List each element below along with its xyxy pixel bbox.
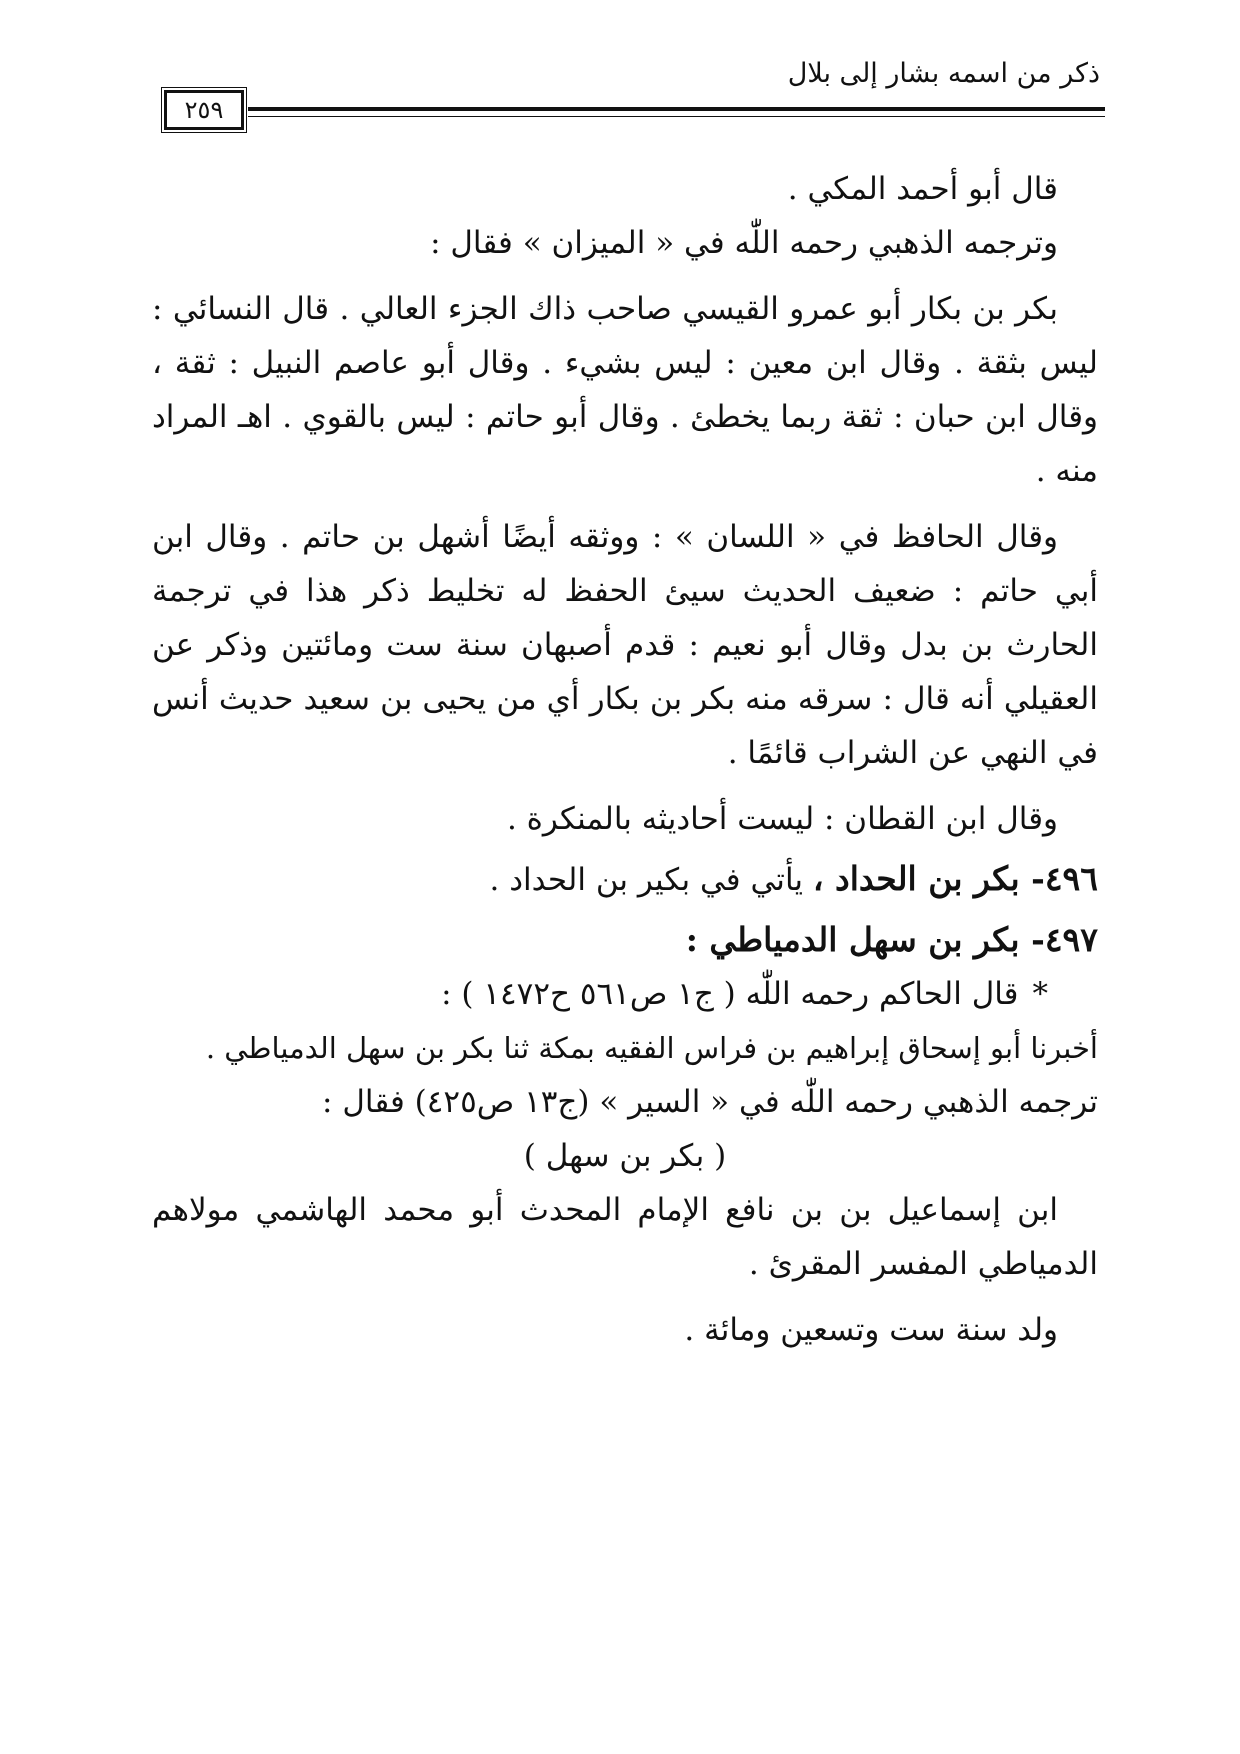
citation-text: قال الحاكم رحمه اللّٰه ( ج١ ص٥٦١ ح١٤٧٢ ) : bbox=[441, 976, 1019, 1012]
paragraph: بكر بن بكار أبو عمرو القيسي صاحب ذاك الجزء العالي . قال النسائي : ليس بثقة . وقال ابن معين : ليس بشيء . وقال أبو عاصم النبيل : ثقة ، وقال ابن حبان : ثقة ربما يخطئ . وقال أبو حاتم : ليس بالقوي . اهـ المراد منه . bbox=[152, 291, 1098, 489]
main-text bbox=[152, 162, 1098, 1357]
paragraph: أخبرنا أبو إسحاق إبراهيم بن فراس الفقيه بمكة ثنا بكر بن سهل الدمياطي . bbox=[205, 1031, 1098, 1065]
citation-line bbox=[152, 967, 1098, 1021]
header-rule-thin bbox=[248, 116, 1105, 117]
entry-496-heading: ٤٩٦- بكر بن الحداد ، bbox=[812, 859, 1098, 898]
page-number: ٢٥٩ bbox=[164, 90, 244, 130]
paragraph: وقال الحافظ في « اللسان » : ووثقه أيضًا أشهل بن حاتم . وقال ابن أبي حاتم : ضعيف الحديث سيئ الحفظ له تخليط ذكر هذا في ترجمة الحارث بن بدل وقال أبو نعيم : قدم أصبهان سنة ست ومائتين وذكر عن العقيلي أنه قال : سرقه منه بكر بن بكار أي من يحيى بن سعيد حديث أنس في النهي عن الشراب قائمًا . bbox=[152, 519, 1098, 771]
entry-496-text: يأتي في بكير بن الحداد . bbox=[489, 862, 813, 898]
paragraph: قال أبو أحمد المكي . bbox=[787, 171, 1058, 207]
entry-497-heading: ٤٩٧- بكر بن سهل الدمياطي : bbox=[685, 920, 1098, 959]
running-header-title: ذكر من اسمه بشار إلى بلال bbox=[787, 58, 1100, 89]
paragraph: وترجمه الذهبي رحمه اللّٰه في « الميزان » فقال : bbox=[430, 225, 1058, 261]
paragraph: ترجمه الذهبي رحمه اللّٰه في « السير » (ج١٣ ص٤٢٥) فقال : bbox=[322, 1084, 1098, 1120]
paragraph: ولد سنة ست وتسعين ومائة . bbox=[684, 1312, 1058, 1348]
entry-496 bbox=[152, 852, 1098, 907]
star-marker: * bbox=[1032, 976, 1048, 1012]
header-rule bbox=[248, 107, 1105, 111]
subheading: ( بكر بن سهل ) bbox=[523, 1138, 727, 1174]
paragraph: وقال ابن القطان : ليست أحاديثه بالمنكرة . bbox=[506, 801, 1058, 837]
paragraph: ابن إسماعيل بن بن نافع الإمام المحدث أبو محمد الهاشمي مولاهم الدمياطي المفسر المقرئ . bbox=[152, 1192, 1098, 1282]
